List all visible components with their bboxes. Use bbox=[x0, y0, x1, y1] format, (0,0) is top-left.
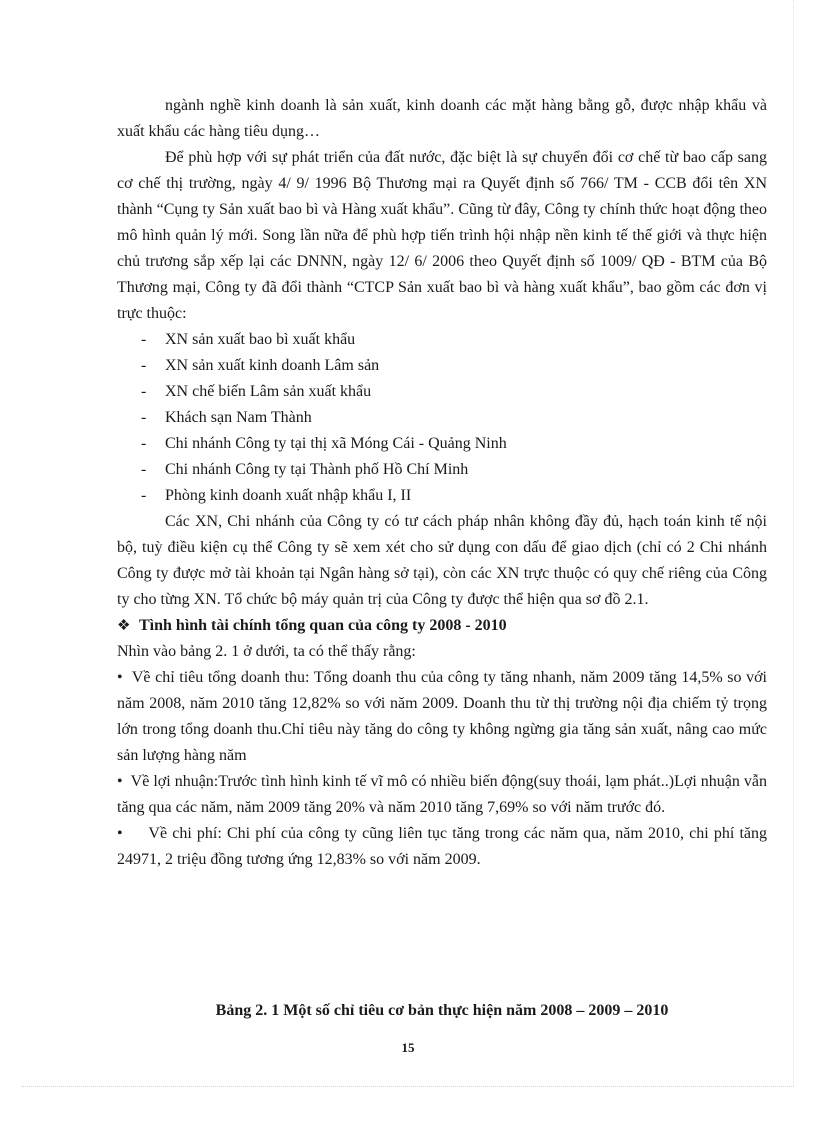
diamond-bullet-icon: ❖ bbox=[117, 618, 131, 634]
dash-marker: - bbox=[141, 487, 147, 504]
page-number: 15 bbox=[401, 1040, 415, 1055]
body-text bbox=[117, 93, 767, 873]
bullet-paragraph-revenue: • Về chỉ tiêu tổng doanh thu: Tổng doanh thu của công ty tăng nhanh, năm 2009 tăng 14,5% so với năm 2008, năm 2010 tăng 12,82% so với năm 2009. Doanh thu từ thị trường nội địa chiếm tỷ trọng lớn trong tổng doanh thu.Chỉ tiêu này tăng do công ty không ngừng gia tăng sản xuất, nâng cao mức sản lượng hàng năm bbox=[117, 669, 767, 764]
list-item: - Khách sạn Nam Thành bbox=[117, 405, 767, 431]
paragraph-legal-status: Các XN, Chi nhánh của Công ty có tư cách pháp nhân không đầy đủ, hạch toán kinh tế nội bộ, tuỳ điều kiện cụ thể Công ty sẽ xem xét cho sử dụng con dấu để giao dịch (chỉ có 2 Chi nhánh Công ty được mở tài khoản tại Ngân hàng sở tại), còn các XN trực thuộc có quy chế riêng của Công ty cho từng XN. Tổ chức bộ máy quản trị của Công ty được thể hiện qua sơ đồ 2.1. bbox=[117, 513, 767, 608]
list-item: - XN sản xuất bao bì xuất khẩu bbox=[117, 327, 767, 353]
section-heading-text: Tình hình tài chính tổng quan của công ty 2008 - 2010 bbox=[139, 617, 507, 634]
dash-marker: - bbox=[141, 435, 147, 452]
bullet-icon: • bbox=[117, 825, 123, 842]
list-item: - XN sản xuất kinh doanh Lâm sản bbox=[117, 353, 767, 379]
section-heading bbox=[117, 613, 767, 639]
list-item: - Chi nhánh Công ty tại thị xã Móng Cái - Quảng Ninh bbox=[117, 431, 767, 457]
dash-marker: - bbox=[141, 383, 147, 400]
dash-marker: - bbox=[141, 357, 147, 374]
bullet-paragraph-costs: • Về chi phí: Chi phí của công ty cũng liên tục tăng trong các năm qua, năm 2010, chi phí tăng 24971, 2 triệu đồng tương ứng 12,83% so với năm 2009. bbox=[117, 825, 768, 868]
subsidiary-units-list bbox=[117, 327, 767, 509]
dash-marker: - bbox=[141, 461, 147, 478]
list-item: - Chi nhánh Công ty tại Thành phố Hồ Chí Minh bbox=[117, 457, 767, 483]
page-border-right bbox=[793, 0, 794, 1086]
paragraph-company-history: Để phù hợp với sự phát triển của đất nước, đặc biệt là sự chuyển đổi cơ chế từ bao cấp sang cơ chế thị trường, ngày 4/ 9/ 1996 Bộ Thương mại ra Quyết định số 766/ TM - CCB đổi tên XN thành “Cụng ty Sản xuất bao bì và Hàng xuất khẩu”. Cũng từ đây, Công ty chính thức hoạt động theo mô hình quản lý mới. Song lần nữa để phù hợp tiến trình hội nhập nền kinh tế thế giới và thực hiện chủ trương sắp xếp lại các DNNN, ngày 12/ 6/ 2006 theo Quyết định số 1009/ QĐ - BTM của Bộ Thương mại, Công ty đã đổi thành “CTCP Sản xuất bao bì và hàng xuất khẩu”, bao gồm các đơn vị trực thuộc: bbox=[117, 149, 767, 322]
bullet-icon: • bbox=[117, 773, 123, 790]
dash-marker: - bbox=[141, 331, 147, 348]
table-caption: Bảng 2. 1 Một số chỉ tiêu cơ bản thực hiện năm 2008 – 2009 – 2010 bbox=[215, 1002, 669, 1019]
list-item: - XN chế biến Lâm sản xuất khẩu bbox=[117, 379, 767, 405]
page-border-bottom bbox=[22, 1086, 794, 1087]
dash-marker: - bbox=[141, 409, 147, 426]
bullet-paragraph-profit: • Về lợi nhuận:Trước tình hình kinh tế vĩ mô có nhiều biến động(suy thoái, lạm phát..)Lợi nhuận vẫn tăng qua các năm, năm 2009 tăng 20% và năm 2010 tăng 7,69% so với năm trước đó. bbox=[117, 773, 768, 816]
list-item: - Phòng kinh doanh xuất nhập khẩu I, II bbox=[117, 483, 767, 509]
paragraph-business-lines: ngành nghề kinh doanh là sản xuất, kinh doanh các mặt hàng bằng gỗ, được nhập khẩu và xuất khẩu các hàng tiêu dụng… bbox=[117, 97, 767, 140]
section-intro: Nhìn vào bảng 2. 1 ở dưới, ta có thể thấy rằng: bbox=[117, 643, 416, 660]
bullet-icon: • bbox=[117, 669, 123, 686]
